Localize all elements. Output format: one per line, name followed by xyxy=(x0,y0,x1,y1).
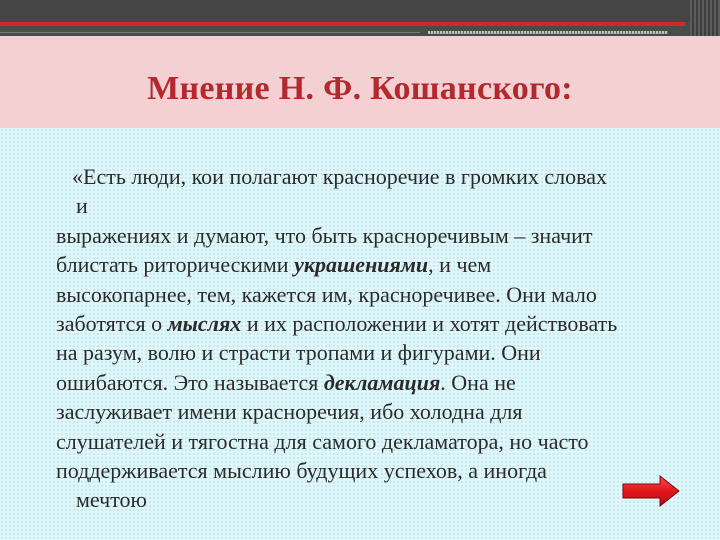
quote-line xyxy=(56,368,696,397)
quote-line: мечтою xyxy=(76,487,147,513)
quote-line: и xyxy=(76,193,88,219)
quote-line: выражениях и думают, что быть красноречивым – значит xyxy=(56,222,593,248)
quote-text-span: и их расположении и хотят действовать xyxy=(241,311,618,337)
emphasis-mysli: мыслях xyxy=(167,311,242,337)
quote-text-span: , и чем xyxy=(428,252,492,278)
quote-line: заслуживает имени красноречия, ибо холодна для xyxy=(56,399,523,425)
quote-line: «Есть люди, кои полагают красноречие в громких словах xyxy=(72,164,608,189)
quote-text xyxy=(56,162,696,515)
quote-line: слушателей и тягостна для самого декламатора, но часто xyxy=(56,428,589,454)
quote-text-span: блистать риторическими xyxy=(56,252,295,278)
red-accent-stripe xyxy=(0,22,685,26)
emphasis-deklamatsiya: декламация xyxy=(323,369,441,395)
next-arrow-icon[interactable] xyxy=(622,475,680,507)
quote-line: поддерживается мыслию будущих успехов, а иногда xyxy=(56,458,547,484)
top-bar-dark xyxy=(0,0,720,22)
quote-text-span: ошибаются. Это называется xyxy=(56,369,324,395)
corner-stripes xyxy=(690,0,720,36)
quote-line xyxy=(56,309,696,338)
divider-line-left xyxy=(0,32,420,33)
emphasis-ukrasheniya: украшениями xyxy=(294,252,429,278)
quote-text-span: . Она не xyxy=(440,369,516,395)
quote-text-span: заботятся о xyxy=(56,311,168,337)
quote-line: высокопарнее, тем, кажется им, красноречивее. Они мало xyxy=(56,281,597,307)
slide-title: Мнение Н. Ф. Кошанского: xyxy=(147,70,573,107)
quote-line: на разум, волю и страсти тропами и фигурами. Они xyxy=(56,340,541,366)
quote-line xyxy=(56,250,696,279)
divider-line-right xyxy=(428,31,668,34)
